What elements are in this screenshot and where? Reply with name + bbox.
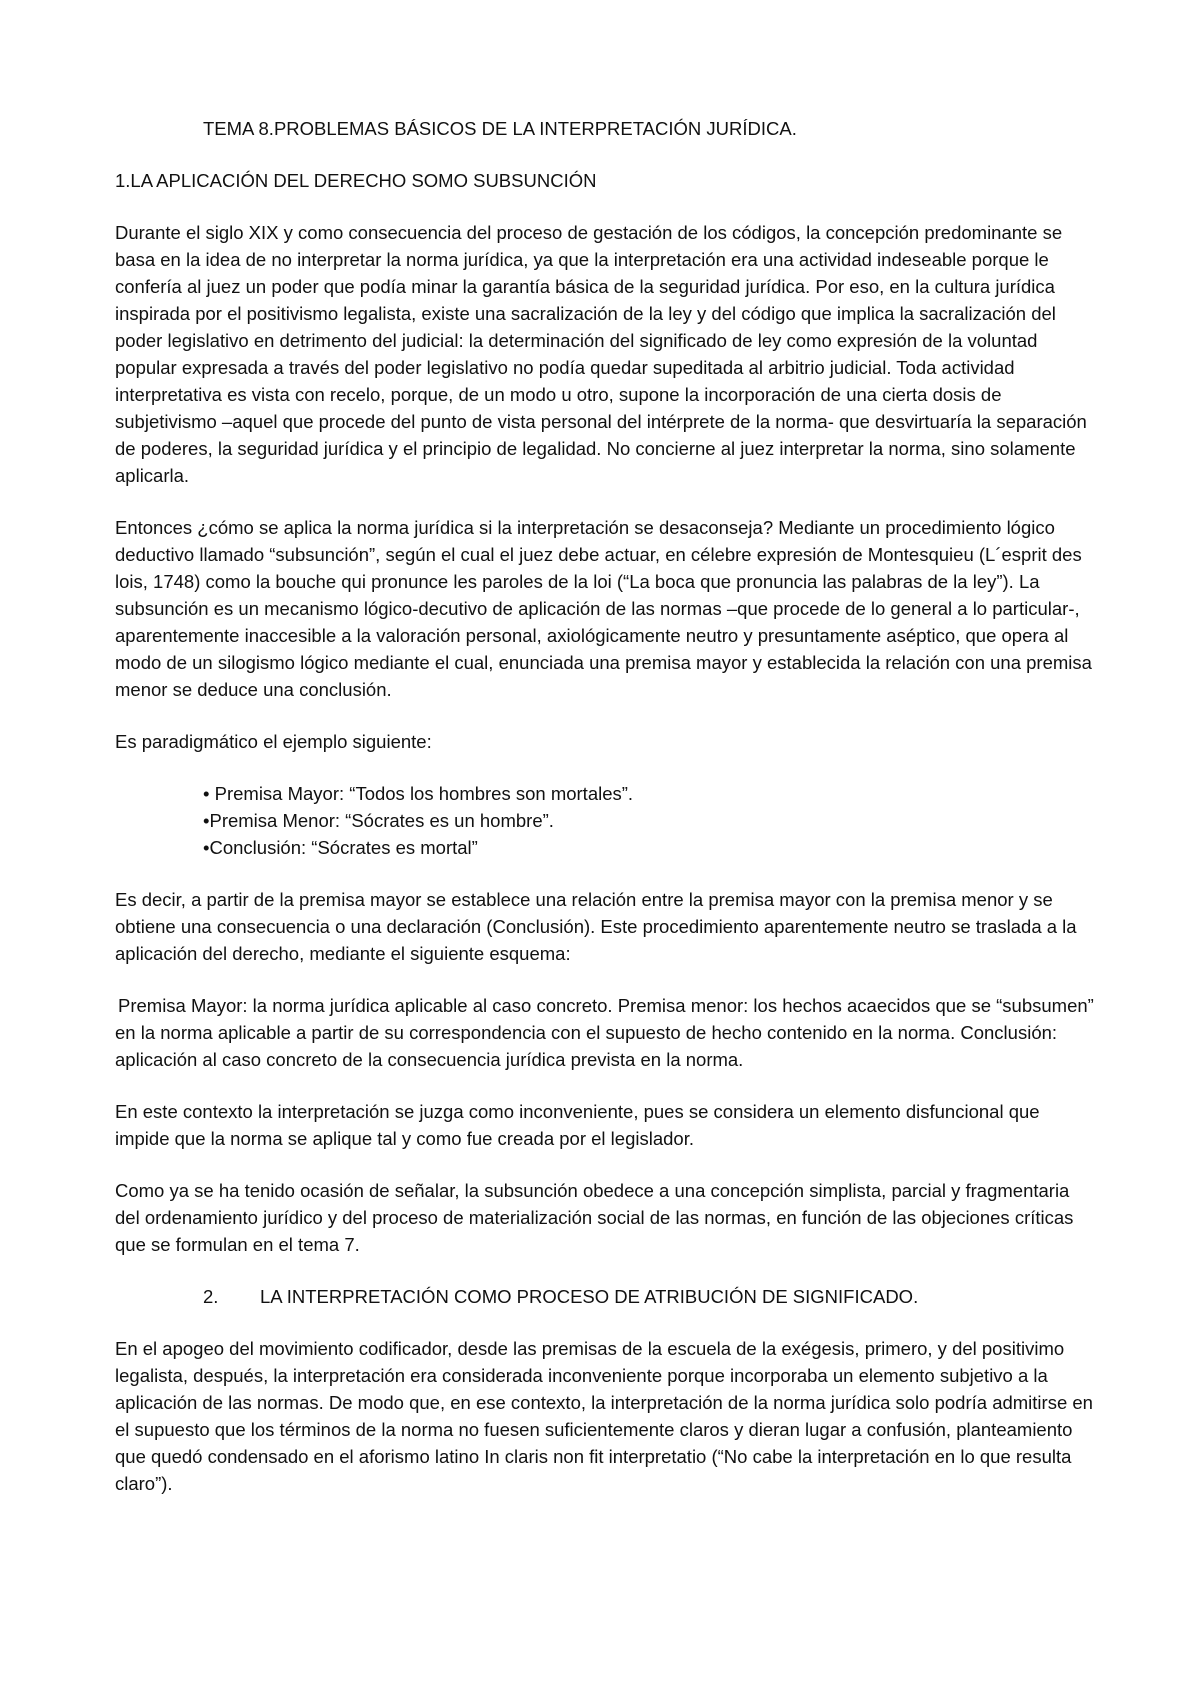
- list-item-conclusion: •Conclusión: “Sócrates es mortal”: [203, 837, 478, 858]
- paragraph-s1-4: Es decir, a partir de la premisa mayor se establece una relación entre la premisa mayor con la premisa menor y se obtiene una consecuencia o una declaración (Conclusión). Este procedimiento aparentemente neutro se traslada a la aplicación del derecho, mediante el siguiente esquema:: [115, 889, 1077, 964]
- document-title: TEMA 8.PROBLEMAS BÁSICOS DE LA INTERPRETACIÓN JURÍDICA.: [203, 118, 797, 139]
- list-item-premisa-mayor: • Premisa Mayor: “Todos los hombres son mortales”.: [203, 783, 634, 804]
- paragraph-s1-1: Durante el siglo XIX y como consecuencia del proceso de gestación de los códigos, la concepción predominante se basa en la idea de no interpretar la norma jurídica, ya que la interpretación era una actividad indeseable porque le confería al juez un poder que podía minar la garantía básica de la seguridad jurídica. Por eso, en la cultura jurídica inspirada por el positivismo legalista, existe una sacralización de la ley y del código que implica la sacralización del poder legislativo en detrimento del judicial: la determinación del significado de ley como expresión de la voluntad popular expresada a través del poder legislativo no podía quedar supeditada al arbitrio judicial. Toda actividad interpretativa es vista con recelo, porque, de un modo u otro, supone la incorporación de una cierta dosis de subjetivismo –aquel que procede del punto de vista personal del intérprete de la norma- que desvirtuaría la separación de poderes, la seguridad jurídica y el principio de legalidad. No concierne al juez interpretar la norma, sino solamente aplicarla.: [115, 222, 1087, 486]
- paragraph-s1-5: Premisa Mayor: la norma jurídica aplicable al caso concreto. Premisa menor: los hechos acaecidos que se “subsumen” en la norma aplicable a partir de su correspondencia con el supuesto de hecho contenido en la norma. Conclusión: aplicación al caso concreto de la consecuencia jurídica prevista en la norma.: [115, 995, 1094, 1070]
- paragraph-s2-1: En el apogeo del movimiento codificador, desde las premisas de la escuela de la exégesis, primero, y del positivimo legalista, después, la interpretación era considerada inconveniente porque incorporaba un elemento subjetivo a la aplicación de las normas. De modo que, en ese contexto, la interpretación de la norma jurídica solo podría admitirse en el supuesto que los términos de la norma no fuesen suficientemente claros y dieran lugar a confusión, planteamiento que quedó condensado en el aforismo latino In claris non fit interpretatio (“No cabe la interpretación en lo que resulta claro”).: [115, 1338, 1093, 1494]
- section-2-heading: [203, 1283, 1095, 1310]
- syllogism-list: [203, 780, 1095, 861]
- section-1-heading: 1.LA APLICACIÓN DEL DERECHO SOMO SUBSUNCIÓN: [115, 170, 597, 191]
- paragraph-s1-7: Como ya se ha tenido ocasión de señalar, la subsunción obedece a una concepción simplista, parcial y fragmentaria del ordenamiento jurídico y del proceso de materialización social de las normas, en función de las objeciones críticas que se formulan en el tema 7.: [115, 1180, 1074, 1255]
- paragraph-s1-6: En este contexto la interpretación se juzga como inconveniente, pues se considera un elemento disfuncional que impide que la norma se aplique tal y como fue creada por el legislador.: [115, 1101, 1040, 1149]
- list-item-premisa-menor: •Premisa Menor: “Sócrates es un hombre”.: [203, 810, 554, 831]
- section-2-number: 2.: [203, 1286, 219, 1307]
- document-page: [115, 115, 1095, 1522]
- paragraph-s1-2: Entonces ¿cómo se aplica la norma jurídica si la interpretación se desaconseja? Mediante un procedimiento lógico deductivo llamado “subsunción”, según el cual el juez debe actuar, en célebre expresión de Montesquieu (L´esprit des lois, 1748) como la bouche qui pronunce les paroles de la loi (“La boca que pronuncia las palabras de la ley”). La subsunción es un mecanismo lógico-decutivo de aplicación de las normas –que procede de lo general a lo particular-, aparentemente inaccesible a la valoración personal, axiológicamente neutro y presuntamente aséptico, que opera al modo de un silogismo lógico mediante el cual, enunciada una premisa mayor y establecida la relación con una premisa menor se deduce una conclusión.: [115, 517, 1092, 700]
- paragraph-s1-3: Es paradigmático el ejemplo siguiente:: [115, 731, 432, 752]
- section-2-title: LA INTERPRETACIÓN COMO PROCESO DE ATRIBUCIÓN DE SIGNIFICADO.: [260, 1286, 919, 1307]
